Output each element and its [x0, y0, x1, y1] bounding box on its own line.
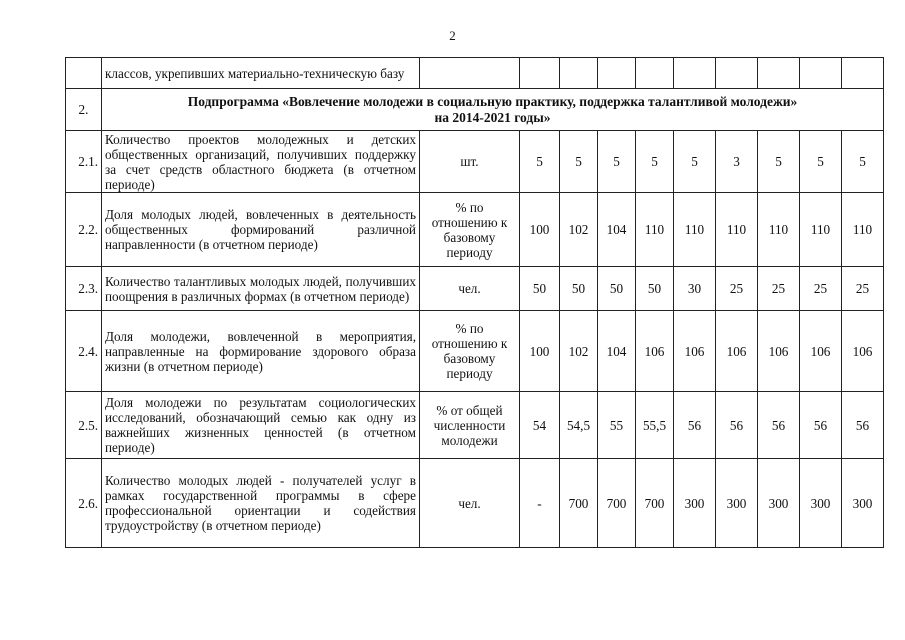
row-number-cell: 2.6. [66, 459, 102, 548]
value-cell: 54 [520, 392, 560, 459]
value-cell: 3 [716, 131, 758, 193]
value-cell: 56 [800, 392, 842, 459]
value-cell: 106 [636, 311, 674, 392]
value-cell: 50 [520, 267, 560, 311]
indicator-row [66, 392, 884, 459]
value-cell [520, 58, 560, 89]
value-cell: 106 [842, 311, 884, 392]
value-cell: 5 [520, 131, 560, 193]
indicators-table [65, 57, 884, 548]
value-cell: 56 [674, 392, 716, 459]
unit-cell: % по отношению к базовому периоду [420, 193, 520, 267]
value-cell: 700 [598, 459, 636, 548]
value-cell: 106 [674, 311, 716, 392]
value-cell: - [520, 459, 560, 548]
indicator-name-cell: Доля молодежи, вовлеченной в мероприятия, направленные на формирование здорового образа жизни (в отчетном периоде) [102, 311, 420, 392]
value-cell: 700 [636, 459, 674, 548]
value-cell: 300 [758, 459, 800, 548]
row-number-cell [66, 58, 102, 89]
value-cell: 700 [560, 459, 598, 548]
value-cell [716, 58, 758, 89]
value-cell: 5 [842, 131, 884, 193]
indicator-name-cell: Доля молодых людей, вовлеченных в деятельность общественных формирований различной направленности (в отчетном периоде) [102, 193, 420, 267]
indicator-name-cell: Количество молодых людей - получателей услуг в рамках государственной программы в сфере профессиональной ориентации и содействия трудоустройству (в отчетном периоде) [102, 459, 420, 548]
indicator-row [66, 131, 884, 193]
value-cell: 300 [716, 459, 758, 548]
row-number-cell: 2.3. [66, 267, 102, 311]
value-cell [842, 58, 884, 89]
row-number-cell: 2.1. [66, 131, 102, 193]
subprogram-number: 2. [66, 89, 102, 131]
value-cell: 5 [758, 131, 800, 193]
value-cell: 100 [520, 193, 560, 267]
value-cell: 25 [800, 267, 842, 311]
value-cell: 102 [560, 193, 598, 267]
value-cell: 5 [674, 131, 716, 193]
row-number-cell: 2.4. [66, 311, 102, 392]
indicator-name-cell: классов, укрепивших материально-техническую базу [102, 58, 420, 89]
subprogram-title [102, 89, 884, 131]
unit-cell: чел. [420, 267, 520, 311]
unit-cell: шт. [420, 131, 520, 193]
indicator-row [66, 459, 884, 548]
value-cell: 56 [842, 392, 884, 459]
indicator-row [66, 311, 884, 392]
subprogram-title-line2: на 2014-2021 годы» [434, 109, 551, 125]
value-cell: 300 [800, 459, 842, 548]
value-cell: 5 [560, 131, 598, 193]
indicator-name-cell: Доля молодежи по результатам социологических исследований, обозначающий семью как одну из важнейших жизненных ценностей (в отчетном периоде) [102, 392, 420, 459]
unit-cell: чел. [420, 459, 520, 548]
unit-cell: % от общей численности молодежи [420, 392, 520, 459]
value-cell: 110 [716, 193, 758, 267]
value-cell: 110 [674, 193, 716, 267]
value-cell: 104 [598, 311, 636, 392]
value-cell: 102 [560, 311, 598, 392]
continuation-row [66, 58, 884, 89]
value-cell: 110 [842, 193, 884, 267]
unit-cell: % по отношению к базовому периоду [420, 311, 520, 392]
value-cell [800, 58, 842, 89]
value-cell: 55,5 [636, 392, 674, 459]
value-cell: 54,5 [560, 392, 598, 459]
value-cell [636, 58, 674, 89]
row-number-cell: 2.5. [66, 392, 102, 459]
value-cell: 55 [598, 392, 636, 459]
value-cell [598, 58, 636, 89]
value-cell: 110 [758, 193, 800, 267]
indicator-name-cell: Количество проектов молодежных и детских общественных организаций, получивших поддержку за счет средств областного бюджета (в отчетном периоде) [102, 131, 420, 193]
value-cell: 30 [674, 267, 716, 311]
unit-cell [420, 58, 520, 89]
value-cell: 110 [800, 193, 842, 267]
indicator-row [66, 267, 884, 311]
value-cell: 56 [758, 392, 800, 459]
value-cell: 25 [716, 267, 758, 311]
value-cell: 50 [636, 267, 674, 311]
value-cell [758, 58, 800, 89]
value-cell: 5 [598, 131, 636, 193]
indicator-name-cell: Количество талантливых молодых людей, получивших поощрения в различных формах (в отчетном периоде) [102, 267, 420, 311]
value-cell: 104 [598, 193, 636, 267]
value-cell: 110 [636, 193, 674, 267]
row-number-cell: 2.2. [66, 193, 102, 267]
value-cell: 5 [800, 131, 842, 193]
value-cell: 106 [716, 311, 758, 392]
value-cell: 56 [716, 392, 758, 459]
value-cell: 5 [636, 131, 674, 193]
value-cell: 300 [842, 459, 884, 548]
value-cell: 50 [560, 267, 598, 311]
value-cell: 106 [800, 311, 842, 392]
value-cell: 300 [674, 459, 716, 548]
value-cell [560, 58, 598, 89]
subprogram-header-row [66, 89, 884, 131]
value-cell: 100 [520, 311, 560, 392]
value-cell: 106 [758, 311, 800, 392]
value-cell [674, 58, 716, 89]
value-cell: 25 [758, 267, 800, 311]
indicator-row [66, 193, 884, 267]
value-cell: 50 [598, 267, 636, 311]
page-number: 2 [449, 28, 456, 43]
value-cell: 25 [842, 267, 884, 311]
subprogram-title-line1: Подпрограмма «Вовлечение молодежи в социальную практику, поддержка талантливой молодежи» [187, 93, 798, 109]
